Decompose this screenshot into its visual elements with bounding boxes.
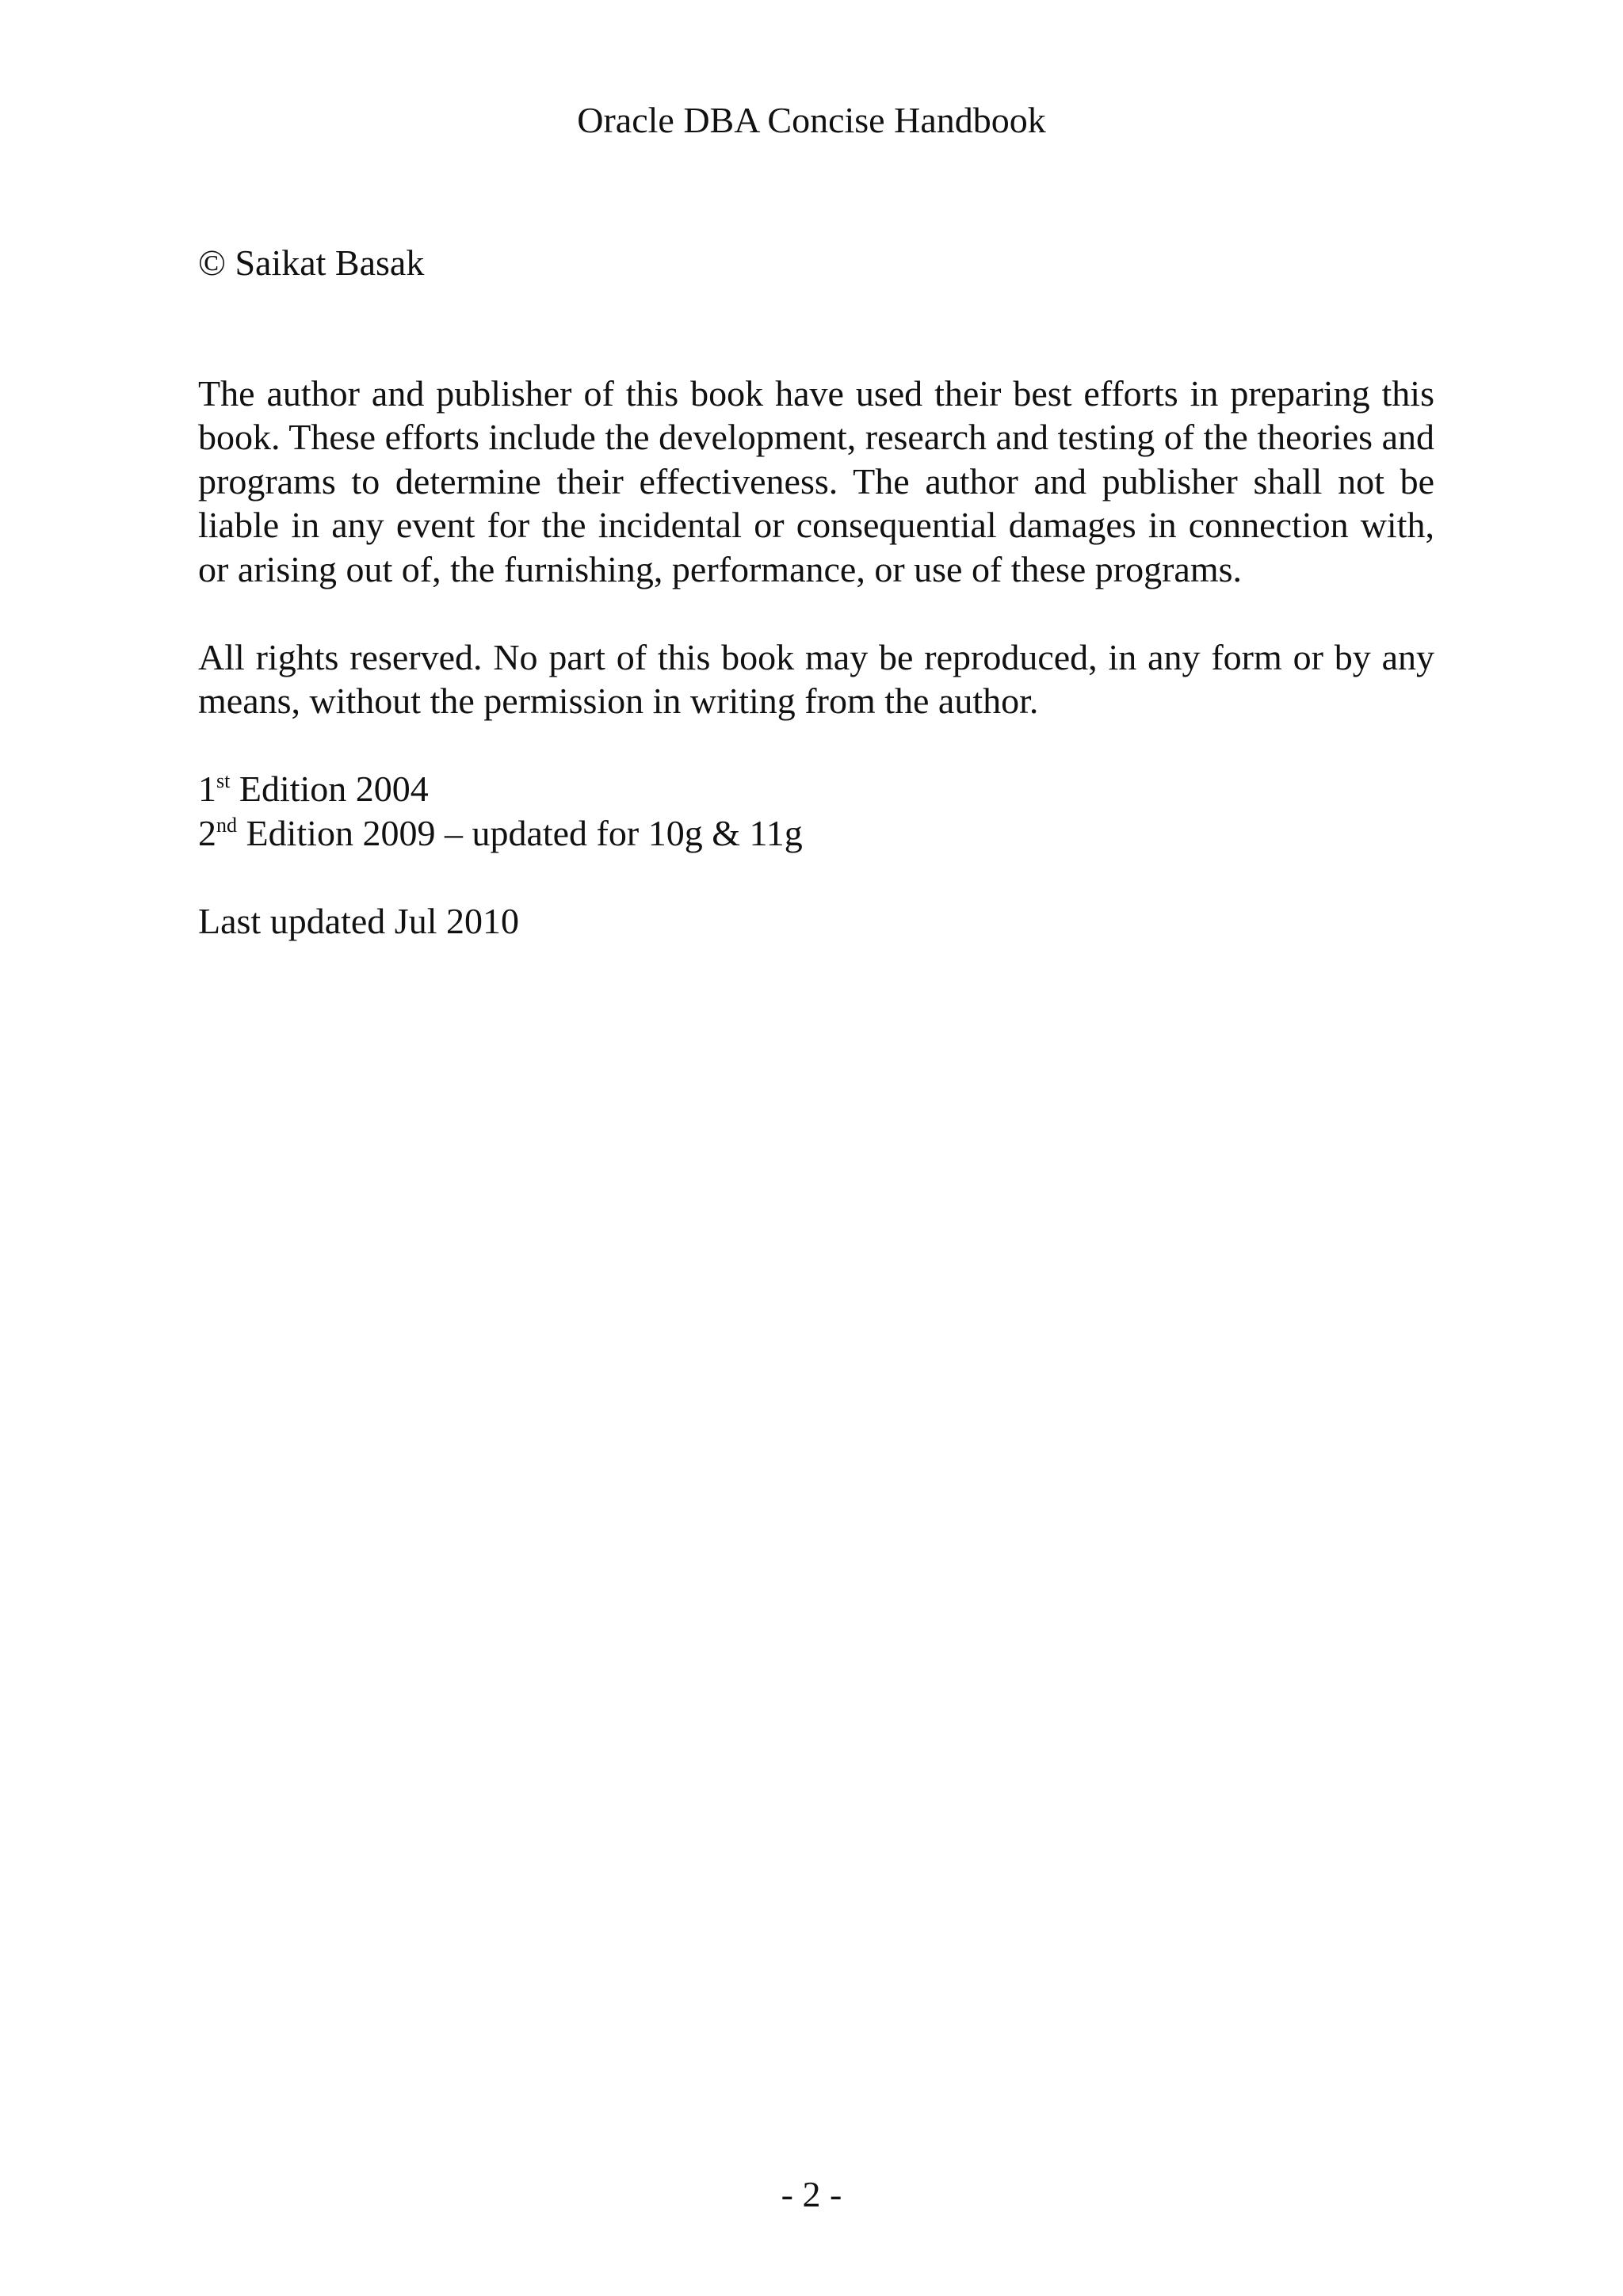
page-number: - 2 - — [781, 2174, 842, 2214]
rights-paragraph: All rights reserved. No part of this book may be reproduced, in any form or by any means, without the permission in writing from the author. — [198, 636, 1434, 721]
edition-number: 1 — [198, 769, 216, 809]
copyright-notice: © Saikat Basak — [198, 242, 425, 283]
edition-text: Edition 2009 – updated for 10g & 11g — [237, 812, 803, 853]
disclaimer-paragraph: The author and publisher of this book have used their best efforts in preparing this book. These efforts include the development, research and testing of the theories and programs to determine their effectiveness. The author and publisher shall not be liable in any event for the incidental or consequential damages in connection with, or arising out of, the furnishing, performance, or use of these programs. — [198, 372, 1434, 589]
edition-line-first — [198, 767, 1434, 811]
edition-ordinal-suffix: nd — [216, 813, 237, 837]
running-header: Oracle DBA Concise Handbook — [577, 100, 1046, 140]
page-body — [198, 241, 1434, 943]
edition-ordinal-suffix: st — [216, 769, 231, 792]
last-updated: Last updated Jul 2010 — [198, 900, 519, 941]
edition-number: 2 — [198, 812, 216, 853]
edition-text: Edition 2004 — [230, 769, 429, 809]
edition-history — [198, 767, 1434, 855]
edition-line-second — [198, 811, 1434, 856]
